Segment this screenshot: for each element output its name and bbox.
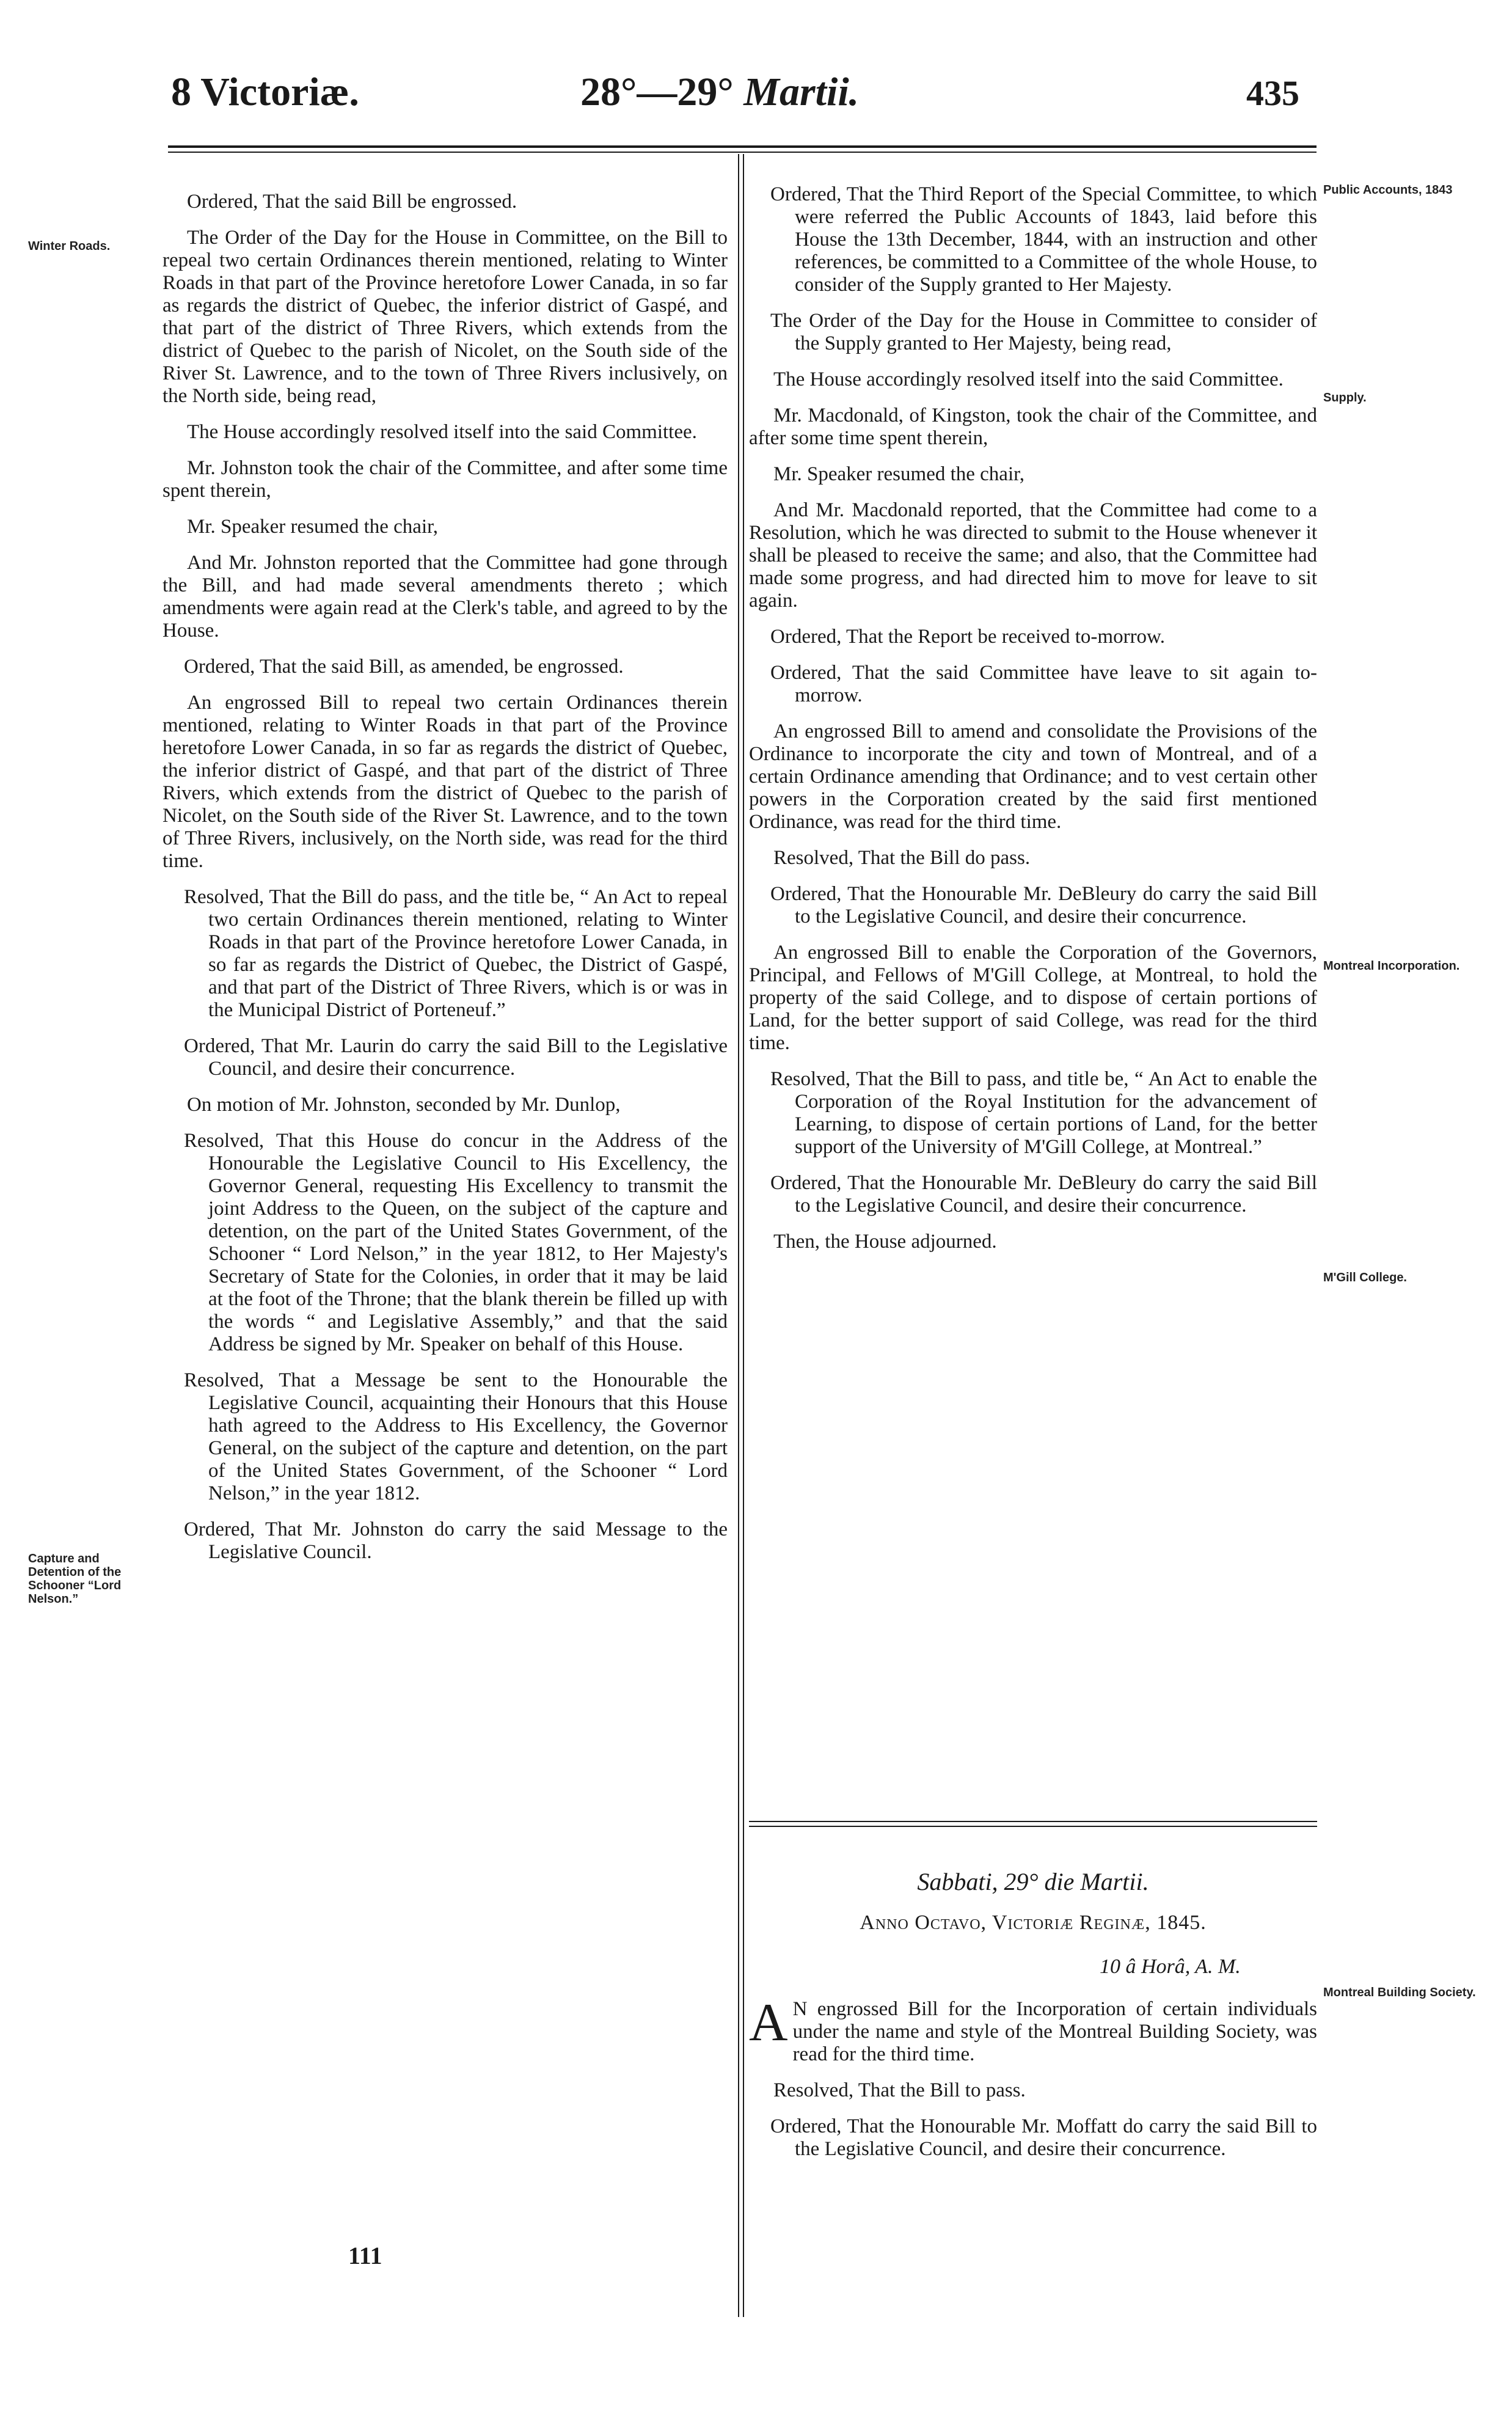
- column-divider: [743, 154, 744, 2317]
- running-head-month: Martii.: [743, 70, 860, 114]
- paragraph: And Mr. Johnston reported that the Committee had gone through the Bill, and had made several amendments thereto ; which amendments were again read at the Clerk's table, and agreed to by the House.: [163, 552, 728, 642]
- paragraph: Ordered, That the Report be received to-morrow.: [770, 626, 1165, 648]
- paragraph: Then, the House adjourned.: [773, 1231, 997, 1253]
- margin-note-lord-nelson: Capture and Detention of the Schooner “Lord Nelson.”: [28, 1552, 122, 1606]
- margin-note-public-accounts: Public Accounts, 1843: [1323, 183, 1453, 197]
- paragraph: And Mr. Macdonald reported, that the Committee had come to a Resolution, which he was directed to submit to the House whenever it shall be pleased to receive the same; and also, that the Committee had made some progress, and had directed him to move for leave to sit again.: [749, 499, 1317, 612]
- paragraph: Ordered, That the Honourable Mr. DeBleury do carry the said Bill to the Legislative Council, and desire their concurrence.: [770, 883, 1317, 928]
- paragraph: Resolved, That the Bill do pass, and the title be, “ An Act to repeal two certain Ordinances therein mentioned, relating to Winter Roads in that part of the Province heretofore Lower Canada, in so far as regards the District of Quebec, the District of Gaspé, and that part of the District of Three Rivers, which is or was in the Municipal District of Porteneuf.”: [184, 886, 728, 1021]
- column-divider: [738, 154, 739, 2317]
- paragraph: Resolved, That the Bill to pass, and title be, “ An Act to enable the Corporation of the Royal Institution for the advancement of Learning, to dispose of certain portions of Land, for the better support of the University of M'Gill College, at Montreal.”: [770, 1068, 1317, 1158]
- paragraph: Resolved, That the Bill do pass.: [773, 847, 1031, 869]
- running-head-dates: [580, 72, 859, 112]
- left-column: [163, 191, 728, 1577]
- paragraph: Ordered, That Mr. Johnston do carry the said Message to the Legislative Council.: [184, 1518, 728, 1563]
- paragraph: Resolved, That the Bill to pass.: [773, 2079, 1026, 2101]
- paragraph: An engrossed Bill to amend and consolidate the Provisions of the Ordinance to incorporate the city and town of Montreal, and of a certain Ordinance amending that Ordinance; and to vest certain other powers in the Corporation created by the said first mentioned Ordinance, was read for the third time.: [749, 720, 1317, 833]
- paragraph: Mr. Macdonald, of Kingston, took the chair of the Committee, and after some time spent therein,: [749, 404, 1317, 449]
- paragraph-text: N engrossed Bill for the Incorporation of certain individuals under the name and style of the Montreal Building Society, was read for the third time.: [792, 1998, 1317, 2065]
- paragraph: Resolved, That this House do concur in the Address of the Honourable the Legislative Council to His Excellency, the Governor General, requesting His Excellency to transmit the joint Address to the Queen, on the subject of the capture and detention, on the part of the United States Government, of the Schooner “ Lord Nelson,” in the year 1812, to Her Majesty's Secretary of State for the Colonies, in order that it may be laid at the foot of the Throne; that the blank therein be filled up with the words “ and Legislative Assembly,” and that the said Address be signed by Mr. Speaker on behalf of this House.: [184, 1130, 728, 1355]
- paragraph: An engrossed Bill to repeal two certain Ordinances therein mentioned, relating to Winter Roads in that part of the Province heretofore Lower Canada, in so far as regards the district of Quebec, the inferior district of Gaspé, and that part of the district of Three Rivers, which extends from the district of Quebec to the parish of Nicolet, on the South side of the River St. Lawrence, and to the town of Three Rivers, inclusively, on the North side, was read for the third time.: [163, 692, 728, 872]
- header-rule-thick: [168, 145, 1317, 148]
- page-number: 435: [1246, 73, 1299, 113]
- paragraph: The Order of the Day for the House in Committee to consider of the Supply granted to Her Majesty, being read,: [770, 310, 1317, 354]
- paragraph: Ordered, That the said Committee have leave to sit again to-morrow.: [770, 662, 1317, 706]
- paragraph: Ordered, That the Third Report of the Special Committee, to which were referred the Public Accounts of 1843, laid before this House the 13th December, 1844, with an instruction and other references, be committed to a Committee of the whole House, to consider of the Supply granted to Her Majesty.: [770, 183, 1317, 296]
- paragraph: The House accordingly resolved itself into the said Committee.: [187, 421, 697, 443]
- regnal-year-heading: Anno Octavo, Victoriæ Reginæ, 1845.: [860, 1911, 1207, 1934]
- paragraph: The Order of the Day for the House in Committee, on the Bill to repeal two certain Ordinances therein mentioned, relating to Winter Roads in that part of the Province heretofore Lower Canada, in so far as regards the district of Quebec, the inferior district of Gaspé, and that part of the district of Three Rivers, which extends from the district of Quebec to the parish of Nicolet, on the South side of the River St. Lawrence, and to the town of Three Rivers inclusively, on the North side, being read,: [163, 227, 728, 407]
- sitting-hour: 10 â Horâ, A. M.: [1100, 1955, 1241, 1978]
- header-rule-thin: [168, 152, 1317, 153]
- paragraph: Resolved, That a Message be sent to the Honourable the Legislative Council, acquainting their Honours that this House hath agreed to the Address to His Excellency, the Governor General, on the subject of the capture and detention, on the part of the United States Government, of the Schooner “ Lord Nelson,” in the year 1812.: [184, 1369, 728, 1504]
- section-rule: [749, 1826, 1317, 1827]
- drop-cap: A: [749, 1993, 788, 2052]
- sitting-date-heading: Sabbati, 29° die Martii.: [917, 1868, 1149, 1895]
- signature-folio: 111: [348, 2242, 382, 2269]
- paragraph: Ordered, That the Honourable Mr. DeBleury do carry the said Bill to the Legislative Council, and desire their concurrence.: [770, 1172, 1317, 1217]
- margin-note-winter-roads: Winter Roads.: [28, 240, 111, 253]
- paragraph: Mr. Johnston took the chair of the Committee, and after some time spent therein,: [163, 457, 728, 502]
- paragraph: Ordered, That the Honourable Mr. Moffatt do carry the said Bill to the Legislative Council, and desire their concurrence.: [770, 2115, 1317, 2160]
- paragraph: Mr. Speaker resumed the chair,: [187, 516, 439, 538]
- paragraph: Ordered, That the said Bill, as amended, be engrossed.: [184, 656, 624, 678]
- margin-note-supply: Supply.: [1323, 391, 1367, 404]
- section-rule: [749, 1821, 1317, 1822]
- margin-note-mcgill-college: M'Gill College.: [1323, 1271, 1407, 1284]
- paragraph: Ordered, That Mr. Laurin do carry the said Bill to the Legislative Council, and desire their concurrence.: [184, 1035, 728, 1080]
- paragraph: Ordered, That the said Bill be engrossed.: [187, 191, 517, 213]
- paragraph: The House accordingly resolved itself into the said Committee.: [773, 368, 1284, 390]
- margin-note-montreal-incorporation: Montreal Incorporation.: [1323, 959, 1460, 973]
- paragraph: [749, 1993, 1317, 2066]
- paragraph: On motion of Mr. Johnston, seconded by Mr. Dunlop,: [187, 1094, 621, 1116]
- saturday-proceedings: [749, 1993, 1317, 2174]
- running-head-regnal-year: 8 Victoriæ.: [171, 70, 359, 114]
- margin-note-building-society: Montreal Building Society.: [1323, 1986, 1476, 1999]
- paragraph: An engrossed Bill to enable the Corporation of the Governors, Principal, and Fellows of M'Gill College, at Montreal, to hold the property of the said College, and to dispose of certain portions of Land, for the better support of said College, was read for the third time.: [749, 942, 1317, 1054]
- right-column: [749, 183, 1317, 1267]
- paragraph: Mr. Speaker resumed the chair,: [773, 463, 1025, 485]
- running-head-ordinal: 28°—29°: [580, 70, 734, 114]
